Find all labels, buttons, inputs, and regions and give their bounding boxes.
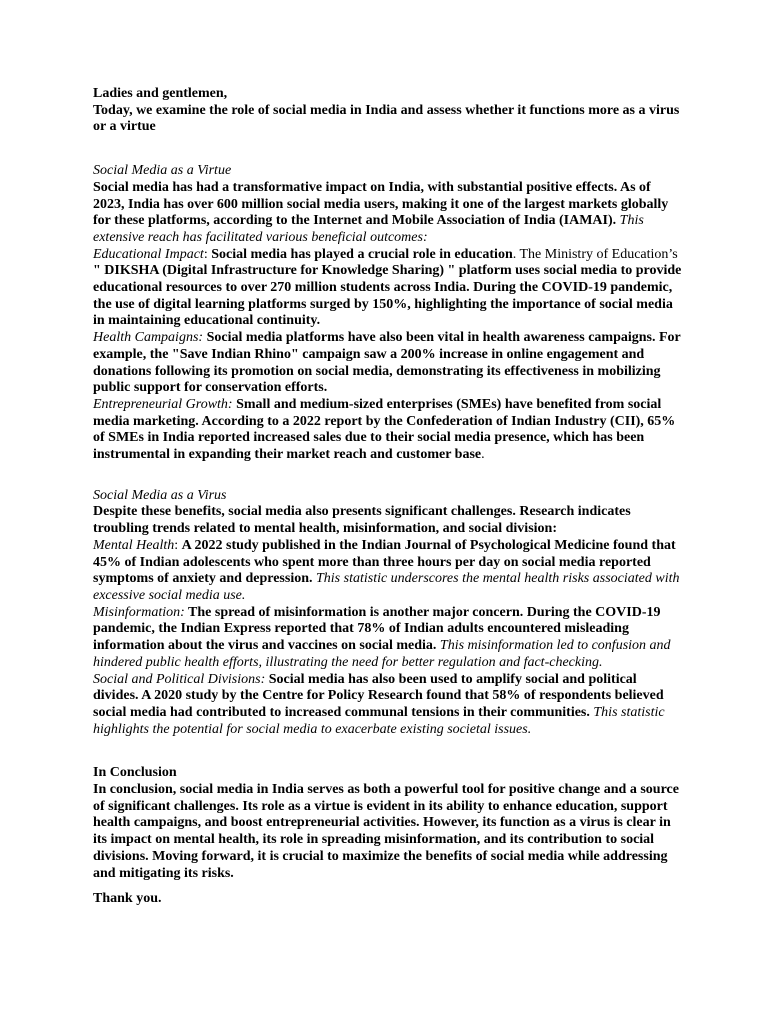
education-separator: : <box>203 246 212 262</box>
health-paragraph <box>93 330 683 397</box>
opening-text: Today, we examine the role of social media in India and assess whether it functions more as a virus or a virtue <box>93 102 680 135</box>
education-bold-1: Social media has played a crucial role in education <box>211 246 513 262</box>
divisions-paragraph <box>93 672 683 739</box>
misinformation-label: Misinformation: <box>93 604 185 620</box>
virus-lead-bold: Despite these benefits, social media also presents significant challenges. Research indicates troubling trends related to mental health, misinformation, and social division: <box>93 504 631 537</box>
education-bold-2: " DIKSHA (Digital Infrastructure for Knowledge Sharing) " platform uses social media to provide educational resources to over 270 million students across India. During the COVID-19 pandemic, the use of digital learning platforms surged by 150%, highlighting the importance of social media in maintaining educational continuity. <box>93 263 682 329</box>
opening-statement <box>93 103 683 136</box>
virtue-lead-bold: Social media has had a transformative impact on India, with substantial positive effects. As of 2023, India has over 600 million social media users, making it one of the largest markets globally for these platforms, according to the Internet and Mobile Association of India (IAMAI). <box>93 179 669 229</box>
mental-health-italic: This statistic underscores the mental health risks associated with excessive social media use. <box>93 571 680 603</box>
virtue-lead-paragraph <box>93 180 683 247</box>
spacer <box>93 882 683 891</box>
spacer <box>93 464 683 488</box>
spacer <box>93 136 683 163</box>
mental-health-label: Mental Health <box>93 537 175 553</box>
virtue-lead-italic: This extensive reach has facilitated various beneficial outcomes: <box>93 213 644 245</box>
document-body <box>93 86 683 908</box>
misinformation-paragraph <box>93 605 683 672</box>
virtue-section <box>93 163 683 464</box>
conclusion-heading-text: In Conclusion <box>93 765 177 781</box>
education-label: Educational Impact <box>93 246 204 262</box>
conclusion-body: In conclusion, social media in India serves as both a powerful tool for positive change and a source of significant challenges. Its role as a virtue is evident in its ability to enhance education, support health campaigns, and boost entrepreneurial activities. However, its function as a virus is clear in its impact on mental health, its role in spreading misinformation, and its contribution to social divisions. Moving forward, it is crucial to maximize the benefits of social media while addressing and mitigating its risks. <box>93 782 679 881</box>
entrepreneurial-bold: Small and medium-sized enterprises (SMEs) have benefited from social media marketing. According to a 2022 report by the Confederation of Indian Industry (CII), 65% of SMEs in India reported increased sales due to their social media presence, which has been instrumental in expanding their market reach and customer base <box>93 396 676 463</box>
conclusion-heading <box>93 765 683 782</box>
education-plain: . The Ministry of Education’s <box>512 246 678 262</box>
entrepreneurial-label: Entrepreneurial Growth: <box>93 396 233 412</box>
mental-health-separator: : <box>174 537 182 553</box>
health-bold: Social media platforms have also been vital in health awareness campaigns. For example, the "Save Indian Rhino" campaign saw a 200% increase in online engagement and donations following its promotion on social media, demonstrating its effectiveness in mobilizing public support for conservation efforts. <box>93 330 681 396</box>
greeting <box>93 86 683 103</box>
misinformation-italic: This misinformation led to confusion and hindered public health efforts, illustrating the need for better regulation and fact-checking. <box>93 638 671 670</box>
divisions-italic: This statistic highlights the potential for social media to exacerbate existing societal issues. <box>93 704 665 737</box>
misinformation-bold: The spread of misinformation is another major concern. During the COVID-19 pandemic, the Indian Express reported that 78% of Indian adults encountered misleading information about the virus and vaccines on social media. <box>93 604 661 654</box>
virtue-heading <box>93 163 683 180</box>
conclusion-paragraph <box>93 782 683 882</box>
virtue-heading-text: Social Media as a Virtue <box>93 163 232 179</box>
virus-heading <box>93 488 683 505</box>
divisions-bold: Social media has also been used to amplify social and political divides. A 2020 study by the Centre for Policy Research found that 58% of respondents believed social media had contributed to increased communal tensions in their communities. <box>93 671 664 720</box>
virus-section <box>93 488 683 739</box>
virus-heading-text: Social Media as a Virus <box>93 487 227 503</box>
health-label: Health Campaigns: <box>93 330 204 346</box>
conclusion-section <box>93 765 683 908</box>
mental-health-bold: A 2022 study published in the Indian Journal of Psychological Medicine found that 45% of Indian adolescents who spent more than three hours per day on social media reported symptoms of anxiety and depression. <box>93 537 676 587</box>
closing-text: Thank you. <box>93 891 162 907</box>
closing-line <box>93 891 683 908</box>
virus-lead-paragraph <box>93 504 683 537</box>
greeting-text: Ladies and gentlemen, <box>93 86 228 101</box>
divisions-label: Social and Political Divisions: <box>93 671 266 687</box>
mental-health-paragraph <box>93 538 683 605</box>
education-paragraph <box>93 247 683 331</box>
entrepreneurial-end: . <box>481 447 485 463</box>
entrepreneurial-paragraph <box>93 397 683 464</box>
spacer <box>93 738 683 765</box>
